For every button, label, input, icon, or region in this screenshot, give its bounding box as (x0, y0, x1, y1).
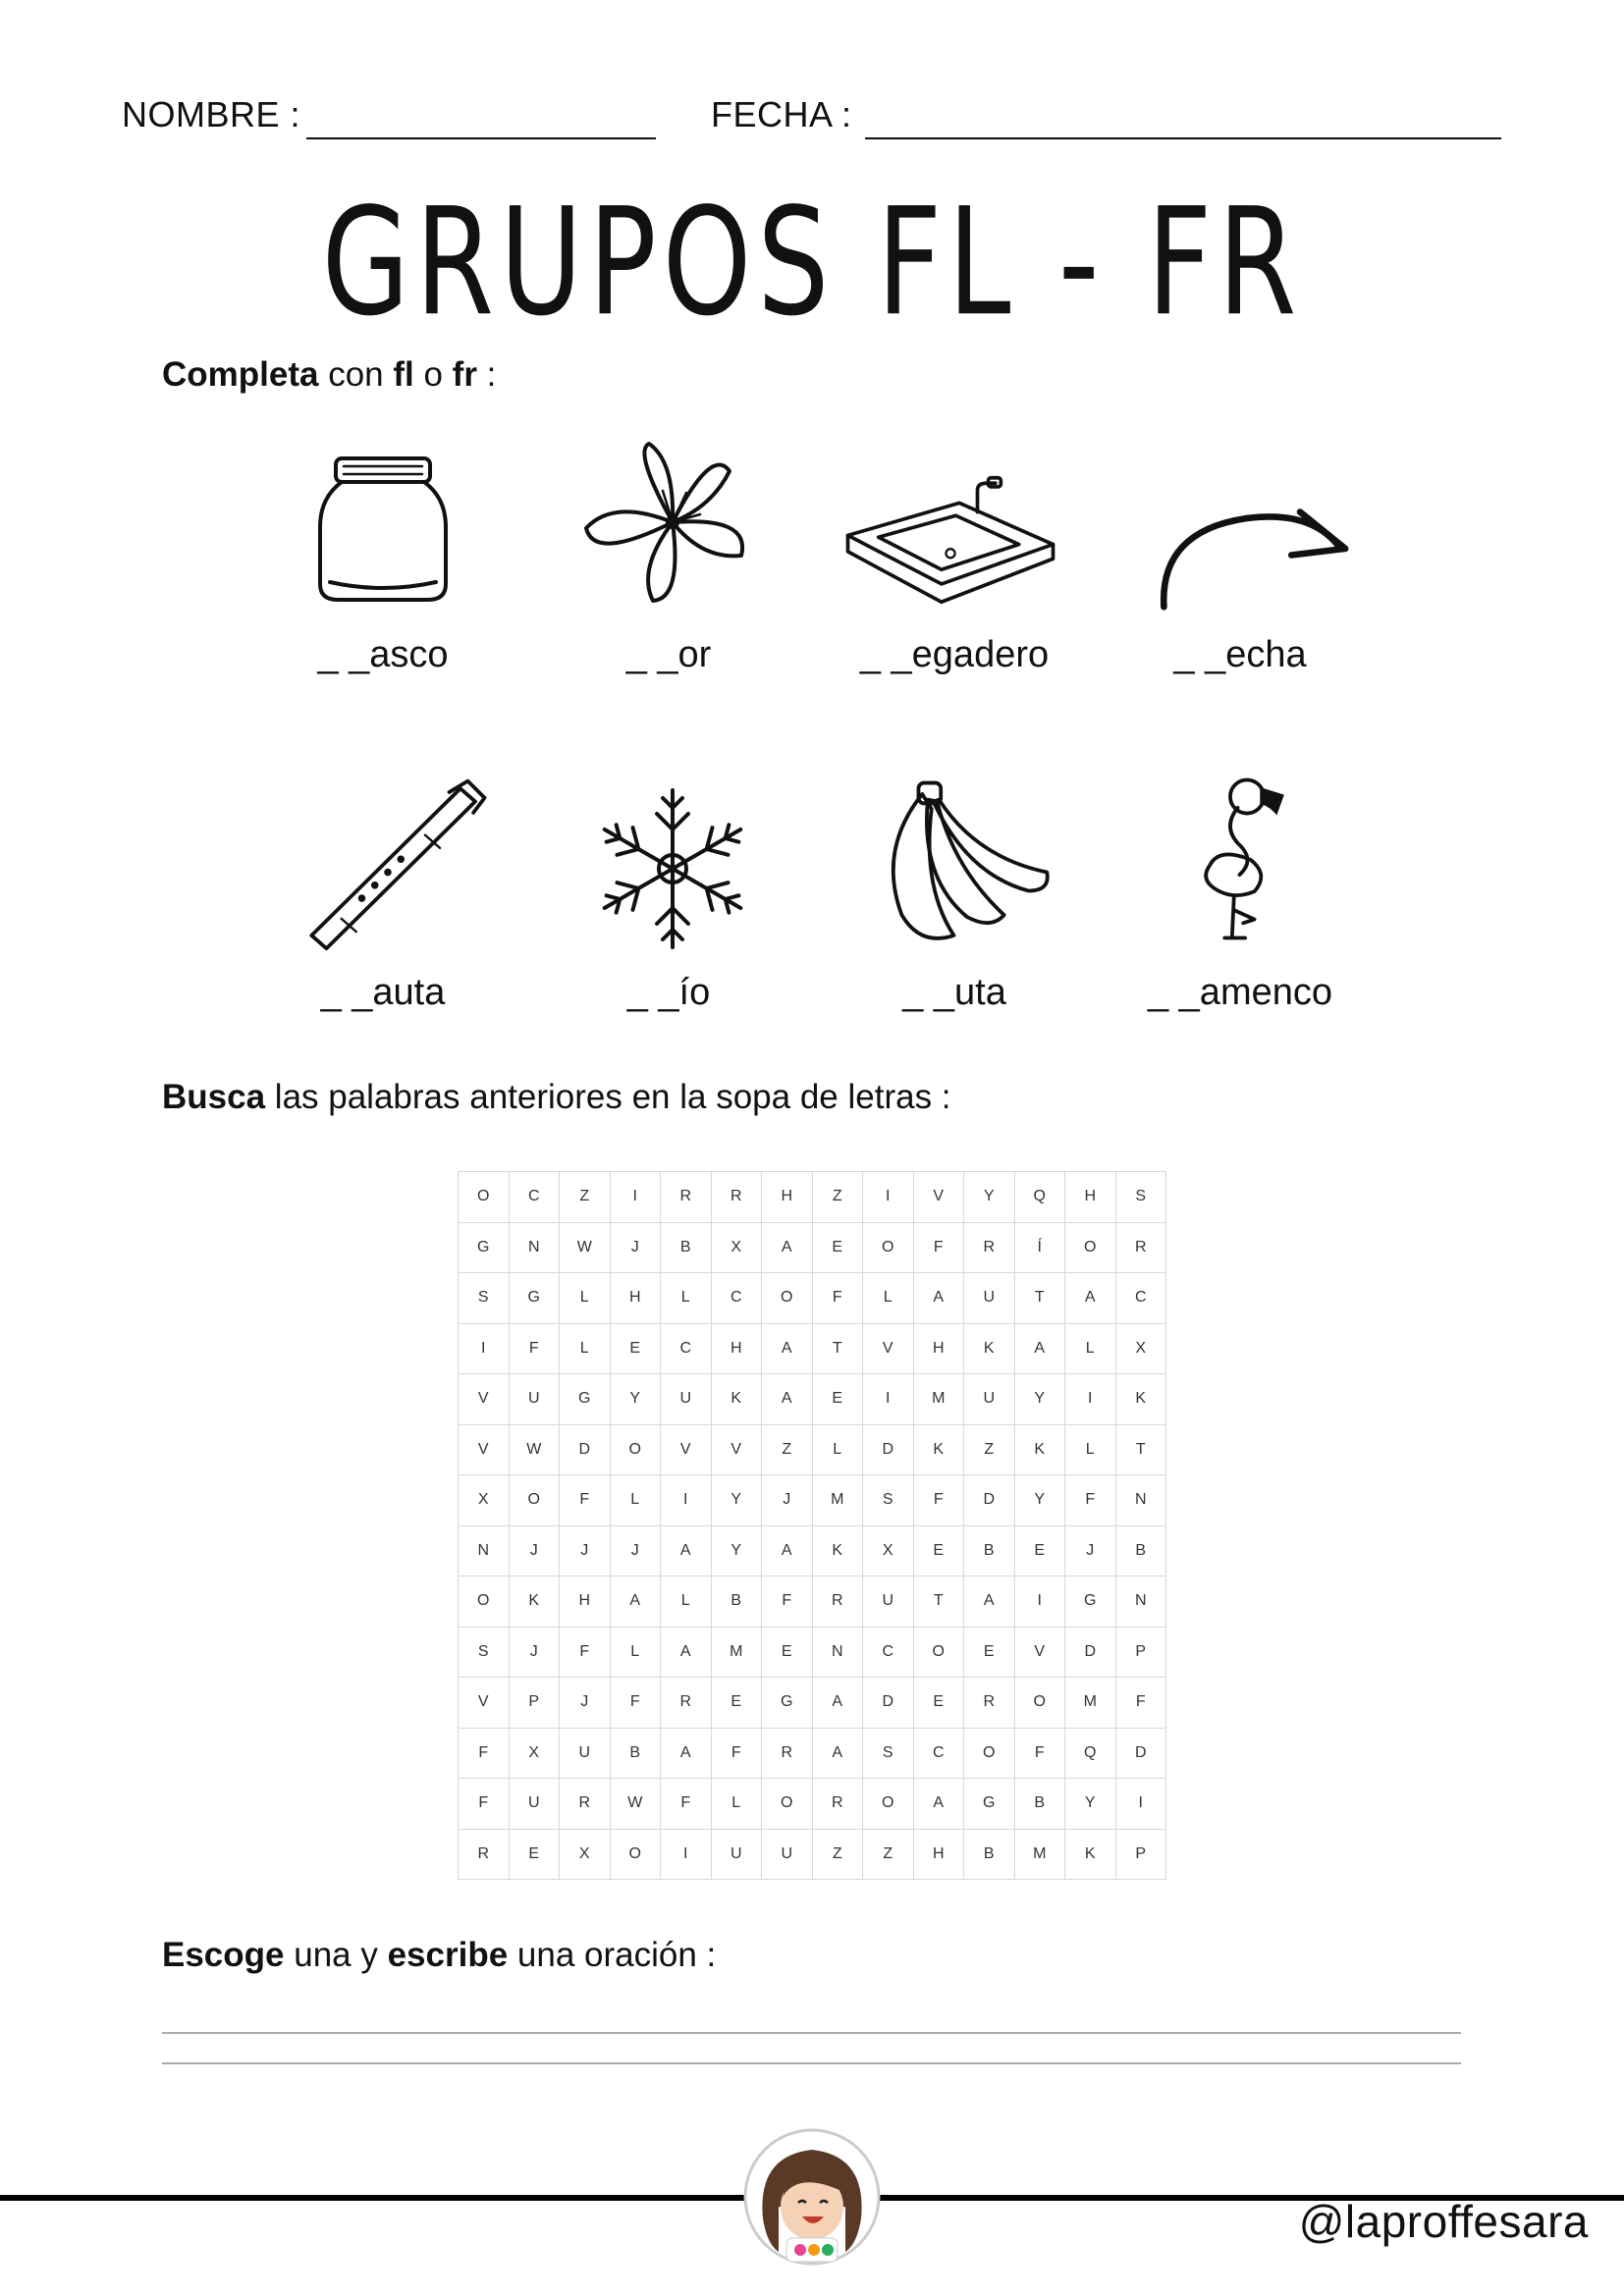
grid-cell[interactable]: G (762, 1678, 813, 1729)
name-label: NOMBRE : (122, 94, 301, 134)
grid-cell[interactable]: C (510, 1172, 561, 1223)
grid-cell[interactable]: I (1065, 1374, 1116, 1425)
grid-cell[interactable]: W (510, 1425, 561, 1476)
date-field[interactable] (865, 137, 1501, 139)
grid-cell[interactable]: U (964, 1374, 1015, 1425)
grid-cell[interactable]: U (964, 1273, 1015, 1324)
grid-cell[interactable]: H (560, 1576, 611, 1628)
grid-cell[interactable]: L (1065, 1425, 1116, 1476)
grid-cell[interactable]: I (1116, 1779, 1167, 1830)
grid-cell[interactable]: O (1065, 1223, 1116, 1274)
word-7: _ _uta (902, 972, 1006, 1013)
grid-cell[interactable]: O (863, 1223, 914, 1274)
word-3: _ _egadero (859, 634, 1050, 675)
grid-cell[interactable]: T (914, 1576, 965, 1628)
grid-cell[interactable]: E (1015, 1526, 1066, 1577)
grid-cell[interactable]: X (863, 1526, 914, 1577)
word-search-grid[interactable] (458, 1171, 1166, 1880)
avatar (743, 2128, 881, 2266)
grid-cell[interactable]: J (762, 1475, 813, 1526)
grid-cell[interactable]: U (712, 1830, 763, 1881)
grid-cell[interactable]: F (661, 1779, 712, 1830)
sink-icon (842, 452, 1058, 628)
grid-cell[interactable]: M (1065, 1678, 1116, 1729)
grid-cell[interactable]: R (813, 1779, 864, 1830)
grid-cell[interactable]: F (1116, 1678, 1167, 1729)
grid-cell[interactable]: Í (1015, 1223, 1066, 1274)
grid-cell[interactable]: N (1116, 1576, 1167, 1628)
grid-cell[interactable]: A (1015, 1324, 1066, 1375)
grid-cell[interactable]: G (510, 1273, 561, 1324)
grid-cell[interactable]: N (813, 1628, 864, 1679)
grid-cell[interactable]: O (611, 1425, 662, 1476)
grid-cell[interactable]: K (1015, 1425, 1066, 1476)
grid-cell[interactable]: L (712, 1779, 763, 1830)
grid-cell[interactable]: F (560, 1628, 611, 1679)
grid-cell[interactable]: Y (1065, 1779, 1116, 1830)
grid-cell[interactable]: F (914, 1475, 965, 1526)
grid-cell[interactable]: M (712, 1628, 763, 1679)
grid-cell[interactable]: F (712, 1729, 763, 1780)
grid-cell[interactable]: M (1015, 1830, 1066, 1881)
grid-cell[interactable]: A (661, 1729, 712, 1780)
grid-cell[interactable]: H (611, 1273, 662, 1324)
grid-cell[interactable]: E (914, 1526, 965, 1577)
grid-cell[interactable]: D (863, 1678, 914, 1729)
grid-cell[interactable]: K (712, 1374, 763, 1425)
grid-cell[interactable]: E (914, 1678, 965, 1729)
grid-cell[interactable]: L (560, 1273, 611, 1324)
grid-cell[interactable]: U (510, 1374, 561, 1425)
grid-cell[interactable]: D (863, 1425, 914, 1476)
grid-cell[interactable]: J (560, 1678, 611, 1729)
grid-cell[interactable]: A (813, 1729, 864, 1780)
grid-cell[interactable]: V (712, 1425, 763, 1476)
grid-cell[interactable]: R (560, 1779, 611, 1830)
grid-cell[interactable]: M (914, 1374, 965, 1425)
grid-cell[interactable]: L (611, 1475, 662, 1526)
grid-cell[interactable]: U (560, 1729, 611, 1780)
grid-cell[interactable]: P (510, 1678, 561, 1729)
grid-cell[interactable]: N (459, 1526, 510, 1577)
grid-cell[interactable]: K (813, 1526, 864, 1577)
grid-cell[interactable]: Q (1065, 1729, 1116, 1780)
grid-cell[interactable]: J (510, 1628, 561, 1679)
grid-cell[interactable]: J (510, 1526, 561, 1577)
date-label: FECHA : (711, 94, 852, 134)
banana-icon (854, 775, 1070, 952)
grid-cell[interactable]: R (813, 1576, 864, 1628)
grid-cell[interactable]: R (964, 1678, 1015, 1729)
grid-cell[interactable]: H (762, 1172, 813, 1223)
grid-cell[interactable]: A (661, 1628, 712, 1679)
grid-cell[interactable]: L (1065, 1324, 1116, 1375)
grid-cell[interactable]: E (813, 1223, 864, 1274)
grid-cell[interactable]: V (863, 1324, 914, 1375)
grid-cell[interactable]: O (762, 1273, 813, 1324)
grid-cell[interactable]: Y (611, 1374, 662, 1425)
flute-icon (280, 775, 496, 952)
grid-cell[interactable]: B (1015, 1779, 1066, 1830)
grid-cell[interactable]: G (560, 1374, 611, 1425)
grid-cell[interactable]: O (611, 1830, 662, 1881)
grid-cell[interactable]: I (863, 1172, 914, 1223)
grid-cell[interactable]: D (964, 1475, 1015, 1526)
grid-cell[interactable]: Y (1015, 1374, 1066, 1425)
grid-cell[interactable]: T (1116, 1425, 1167, 1476)
word-2: _ _or (625, 634, 712, 675)
grid-cell[interactable]: L (661, 1576, 712, 1628)
grid-cell[interactable]: C (914, 1729, 965, 1780)
grid-cell[interactable]: M (813, 1475, 864, 1526)
grid-cell[interactable]: A (914, 1779, 965, 1830)
grid-cell[interactable]: L (813, 1425, 864, 1476)
grid-cell[interactable]: S (863, 1475, 914, 1526)
grid-cell[interactable]: R (661, 1678, 712, 1729)
grid-cell[interactable]: R (712, 1172, 763, 1223)
grid-cell[interactable]: K (964, 1324, 1015, 1375)
grid-cell[interactable]: K (1065, 1830, 1116, 1881)
grid-cell[interactable]: F (459, 1729, 510, 1780)
grid-cell[interactable]: A (762, 1324, 813, 1375)
grid-cell[interactable]: W (560, 1223, 611, 1274)
grid-cell[interactable]: Z (813, 1830, 864, 1881)
grid-cell[interactable]: I (459, 1324, 510, 1375)
grid-cell[interactable]: O (459, 1172, 510, 1223)
word-5: _ _auta (320, 972, 446, 1013)
flamingo-icon (1139, 771, 1355, 947)
grid-cell[interactable]: S (459, 1273, 510, 1324)
grid-cell[interactable]: A (762, 1223, 813, 1274)
grid-cell[interactable]: A (762, 1526, 813, 1577)
grid-cell[interactable]: O (1015, 1678, 1066, 1729)
grid-cell[interactable]: H (914, 1830, 965, 1881)
grid-cell[interactable]: K (1116, 1374, 1167, 1425)
grid-cell[interactable]: I (661, 1830, 712, 1881)
snowflake-icon (565, 780, 781, 957)
grid-cell[interactable]: E (510, 1830, 561, 1881)
grid-cell[interactable]: X (712, 1223, 763, 1274)
grid-cell[interactable]: F (510, 1324, 561, 1375)
grid-cell[interactable]: I (863, 1374, 914, 1425)
grid-cell[interactable]: A (762, 1374, 813, 1425)
grid-cell[interactable]: L (661, 1273, 712, 1324)
grid-cell[interactable]: Z (560, 1172, 611, 1223)
grid-cell[interactable]: A (1065, 1273, 1116, 1324)
word-4: _ _echa (1173, 634, 1307, 675)
grid-cell[interactable]: I (1015, 1576, 1066, 1628)
grid-cell[interactable]: S (1116, 1172, 1167, 1223)
grid-cell[interactable]: P (1116, 1830, 1167, 1881)
instruction-search: Busca las palabras anteriores en la sopa de letras : (162, 1078, 951, 1116)
grid-cell[interactable]: B (661, 1223, 712, 1274)
grid-cell[interactable]: B (964, 1830, 1015, 1881)
writing-line-1[interactable] (162, 2032, 1461, 2034)
grid-cell[interactable]: Z (863, 1830, 914, 1881)
instruction-complete: Completa con fl o fr : (162, 355, 497, 394)
grid-cell[interactable]: I (611, 1172, 662, 1223)
grid-cell[interactable]: R (1116, 1223, 1167, 1274)
grid-cell[interactable]: Y (964, 1172, 1015, 1223)
grid-cell[interactable]: X (459, 1475, 510, 1526)
grid-cell[interactable]: V (459, 1374, 510, 1425)
grid-cell[interactable]: L (611, 1628, 662, 1679)
grid-cell[interactable]: V (459, 1678, 510, 1729)
word-8: _ _amenco (1147, 972, 1332, 1013)
name-field[interactable] (306, 137, 656, 139)
grid-cell[interactable]: X (510, 1729, 561, 1780)
grid-cell[interactable]: E (611, 1324, 662, 1375)
grid-cell[interactable]: K (510, 1576, 561, 1628)
grid-cell[interactable]: U (762, 1830, 813, 1881)
grid-cell[interactable]: D (1116, 1729, 1167, 1780)
grid-cell[interactable]: B (611, 1729, 662, 1780)
grid-cell[interactable]: A (964, 1576, 1015, 1628)
grid-cell[interactable]: U (661, 1374, 712, 1425)
grid-cell[interactable]: O (762, 1779, 813, 1830)
grid-cell[interactable]: G (1065, 1576, 1116, 1628)
grid-cell[interactable]: C (1116, 1273, 1167, 1324)
grid-cell[interactable]: L (863, 1273, 914, 1324)
grid-cell[interactable]: F (813, 1273, 864, 1324)
grid-cell[interactable]: H (1065, 1172, 1116, 1223)
arrow-icon (1149, 461, 1365, 638)
grid-cell[interactable]: A (813, 1678, 864, 1729)
grid-cell[interactable]: O (914, 1628, 965, 1679)
grid-cell[interactable]: U (510, 1779, 561, 1830)
grid-cell[interactable]: L (560, 1324, 611, 1375)
jar-icon (275, 437, 491, 614)
grid-cell[interactable]: B (1116, 1526, 1167, 1577)
grid-cell[interactable]: E (813, 1374, 864, 1425)
grid-cell[interactable]: X (560, 1830, 611, 1881)
grid-cell[interactable]: C (863, 1628, 914, 1679)
grid-cell[interactable]: S (863, 1729, 914, 1780)
grid-cell[interactable]: A (661, 1526, 712, 1577)
grid-cell[interactable]: P (1116, 1628, 1167, 1679)
grid-cell[interactable]: E (762, 1628, 813, 1679)
grid-cell[interactable]: O (459, 1576, 510, 1628)
grid-cell[interactable]: X (1116, 1324, 1167, 1375)
grid-cell[interactable]: F (459, 1779, 510, 1830)
grid-cell[interactable]: C (712, 1273, 763, 1324)
grid-cell[interactable]: J (560, 1526, 611, 1577)
grid-cell[interactable]: Q (1015, 1172, 1066, 1223)
grid-cell[interactable]: V (1015, 1628, 1066, 1679)
grid-cell[interactable]: I (661, 1475, 712, 1526)
grid-cell[interactable]: V (459, 1425, 510, 1476)
grid-cell[interactable]: U (863, 1576, 914, 1628)
grid-cell[interactable]: F (1015, 1729, 1066, 1780)
grid-cell[interactable]: S (459, 1628, 510, 1679)
grid-cell[interactable]: T (813, 1324, 864, 1375)
grid-cell[interactable]: O (510, 1475, 561, 1526)
grid-cell[interactable]: G (459, 1223, 510, 1274)
grid-cell[interactable]: Z (813, 1172, 864, 1223)
word-1: _ _asco (317, 634, 449, 675)
grid-cell[interactable]: R (661, 1172, 712, 1223)
grid-cell[interactable]: F (914, 1223, 965, 1274)
grid-cell[interactable]: E (964, 1628, 1015, 1679)
grid-cell[interactable]: Y (1015, 1475, 1066, 1526)
word-6: _ _ío (626, 972, 711, 1013)
grid-cell[interactable]: H (914, 1324, 965, 1375)
grid-cell[interactable]: C (661, 1324, 712, 1375)
grid-cell[interactable]: F (611, 1678, 662, 1729)
grid-cell[interactable]: F (1065, 1475, 1116, 1526)
social-handle: @laproffesara (1298, 2196, 1589, 2247)
grid-cell[interactable]: J (611, 1526, 662, 1577)
grid-cell[interactable]: Y (712, 1526, 763, 1577)
grid-cell[interactable]: D (1065, 1628, 1116, 1679)
grid-cell[interactable]: J (611, 1223, 662, 1274)
grid-cell[interactable]: G (964, 1779, 1015, 1830)
flower-icon (565, 432, 781, 609)
grid-cell[interactable]: W (611, 1779, 662, 1830)
grid-cell[interactable]: F (762, 1576, 813, 1628)
grid-cell[interactable]: O (964, 1729, 1015, 1780)
grid-cell[interactable]: B (964, 1526, 1015, 1577)
writing-line-2[interactable] (162, 2062, 1461, 2064)
grid-cell[interactable]: D (560, 1425, 611, 1476)
grid-cell[interactable]: R (964, 1223, 1015, 1274)
grid-cell[interactable]: Z (762, 1425, 813, 1476)
page-title: GRUPOS FL - FR (321, 177, 1303, 349)
grid-cell[interactable]: K (914, 1425, 965, 1476)
grid-cell[interactable]: O (863, 1779, 914, 1830)
grid-cell[interactable]: Z (964, 1425, 1015, 1476)
grid-cell[interactable]: F (560, 1475, 611, 1526)
grid-cell[interactable]: R (762, 1729, 813, 1780)
grid-cell[interactable]: R (459, 1830, 510, 1881)
grid-cell[interactable]: V (661, 1425, 712, 1476)
grid-cell[interactable]: A (611, 1576, 662, 1628)
grid-cell[interactable]: V (914, 1172, 965, 1223)
grid-cell[interactable]: J (1065, 1526, 1116, 1577)
grid-cell[interactable]: N (510, 1223, 561, 1274)
grid-cell[interactable]: B (712, 1576, 763, 1628)
grid-cell[interactable]: H (712, 1324, 763, 1375)
instruction-write: Escoge una y escribe una oración : (162, 1936, 717, 1974)
grid-cell[interactable]: Y (712, 1475, 763, 1526)
grid-cell[interactable]: A (914, 1273, 965, 1324)
grid-cell[interactable]: T (1015, 1273, 1066, 1324)
grid-cell[interactable]: N (1116, 1475, 1167, 1526)
grid-cell[interactable]: E (712, 1678, 763, 1729)
